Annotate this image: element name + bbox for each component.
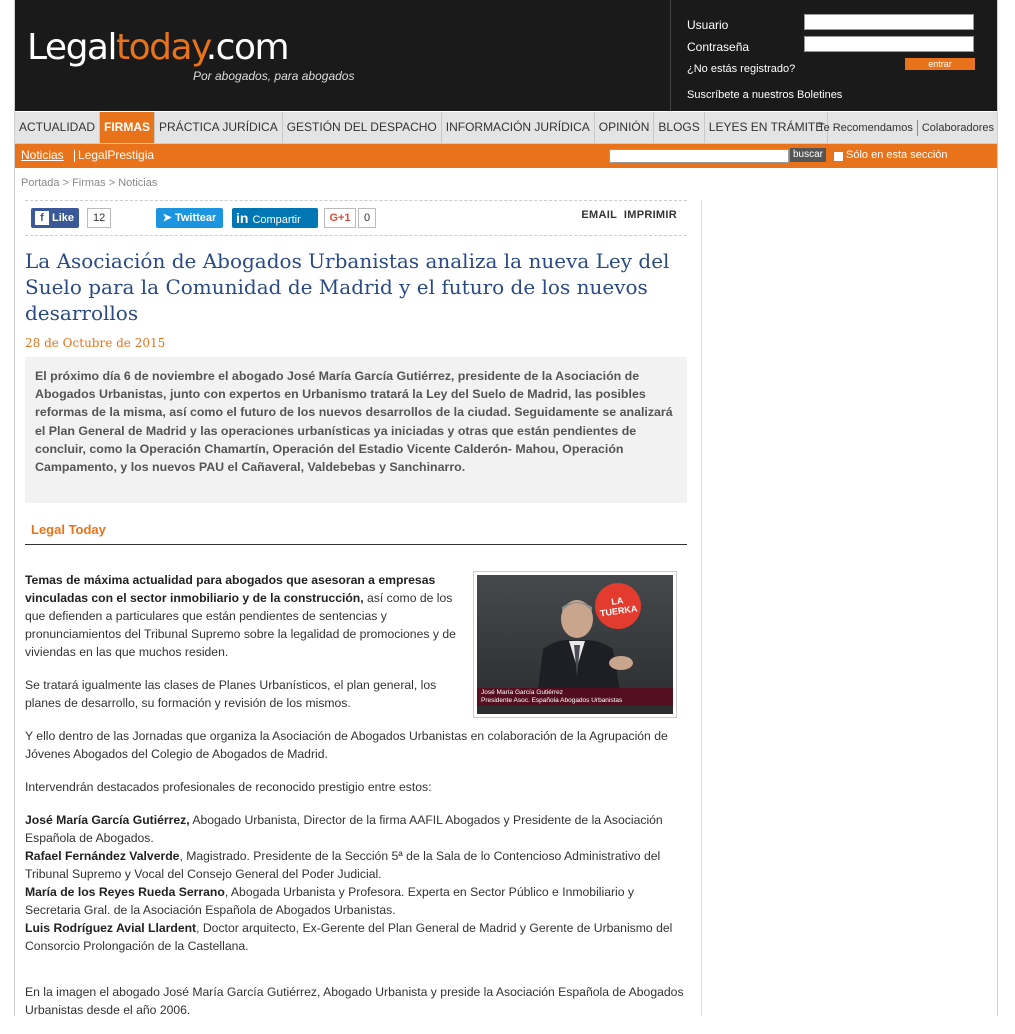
password-label: Contraseña	[687, 40, 750, 54]
article-author: Legal Today	[31, 522, 106, 537]
article-title: La Asociación de Abogados Urbanistas analiza la nueva Ley del Suelo para la Comunidad de Madrid y el futuro de los nuevos desarrollos	[25, 249, 670, 325]
site-header	[15, 0, 997, 111]
login-button[interactable]: entrar	[905, 58, 975, 70]
nav-item-gestión-del-despacho[interactable]: GESTIÓN DEL DESPACHO	[283, 112, 442, 143]
photo-caption: José María García Gutiérrez Presidente Asoc. Española Abogados Urbanistas	[477, 688, 673, 706]
speaker-figure	[529, 597, 639, 697]
article-date: 28 de Octubre de 2015	[25, 336, 166, 350]
nav-te-recomendamos[interactable]: Te Recomendamos	[818, 121, 913, 134]
search-input[interactable]	[609, 149, 789, 163]
section-only-label: Sólo en esta sección	[846, 149, 948, 161]
nav-item-práctica-jurídica[interactable]: PRÁCTICA JURÍDICA	[155, 112, 283, 143]
twitter-share-button[interactable]: ➤ Twittear	[156, 208, 223, 228]
google-plus-button[interactable]: G+1	[324, 208, 356, 228]
site-slogan: Por abogados, para abogados	[193, 69, 355, 83]
article-lead: El próximo día 6 de noviembre el abogado José María García Gutiérrez, presidente de la Asociación de Abogados Urbanistas, junto con expertos en Urbanismo tratará la Ley del Suelo de Madrid, las posibles reformas de la misma, así como el futuro de los nuevos desarrollos de la ciudad. Seguidamente se analizará el Plan General de Madrid y las operaciones urbanísticas ya iniciadas y otras que están pendientes de concluir, como la Operación Chamartín, Operación del Estadio Vicente Calderón- Mahou, Operación Campamento, y los nuevos PAU el Cañaveral, Valdebebas y Sanchinarro.	[25, 357, 687, 503]
paragraph-intervendran: Intervendrán destacados profesionales de reconocido prestigio entre estos:	[25, 780, 432, 794]
username-label: Usuario	[687, 18, 729, 32]
search-button[interactable]: buscar	[790, 148, 826, 162]
nav-item-actualidad[interactable]: ACTUALIDAD	[15, 112, 100, 143]
tv-logo-badge: LA TUERKA	[592, 580, 644, 632]
username-input[interactable]	[804, 14, 974, 30]
newsletter-link[interactable]: Suscríbete a nuestros Boletines	[687, 89, 843, 101]
facebook-icon: f	[35, 211, 49, 225]
main-nav	[15, 112, 997, 144]
column-divider	[701, 200, 702, 1016]
paragraph-intro: Temas de máxima actualidad para abogados que asesoran a empresas vinculadas con el sector inmobiliario y de la construcción, así como de los que defienden a particulares que están pendientes de sentencias y pronunciamientos del Tribunal Supremo sobre la legalidad de promociones y de viviendas en las que muchos residen.	[25, 573, 456, 659]
linkedin-share-button[interactable]: in Compartir	[232, 208, 318, 228]
password-input[interactable]	[804, 36, 974, 52]
share-bar	[25, 200, 687, 236]
article-body	[25, 571, 687, 1034]
breadcrumb[interactable]: Portada > Firmas > Noticias	[21, 177, 158, 189]
section-only-checkbox[interactable]	[833, 151, 844, 162]
page-wrapper	[14, 0, 998, 1016]
subnav-divider	[74, 150, 75, 162]
nav-item-blogs[interactable]: BLOGS	[654, 112, 704, 143]
register-link[interactable]: ¿No estás registrado?	[687, 63, 796, 75]
nav-item-opinión[interactable]: OPINIÓN	[595, 112, 655, 143]
speaker-item: Luis Rodríguez Avial Llardent, Doctor arquitecto, Ex-Gerente del Plan General de Madrid y Gerente de Urbanismo del Consorcio Prolongación de la Castellana.	[25, 921, 673, 953]
speaker-item: Rafael Fernández Valverde, Magistrado. Presidente de la Sección 5ª de la Sala de lo Contencioso Administrativo del Tribunal Supremo y Vocal del Consejo General del Poder Judicial.	[25, 849, 661, 881]
print-link[interactable]: IMPRIMIR	[623, 209, 677, 221]
linkedin-icon: in	[236, 210, 249, 226]
twitter-bird-icon: ➤	[162, 212, 175, 224]
nav-colaboradores[interactable]: Colaboradores	[921, 121, 994, 134]
email-link[interactable]: EMAIL	[581, 209, 618, 221]
speaker-item: José María García Gutiérrez, Abogado Urbanista, Director de la firma AAFIL Abogados y Presidente de la Asociación Española de Abogados.	[25, 813, 663, 845]
nav-item-leyes-en-trámite[interactable]: LEYES EN TRÁMITE	[705, 112, 828, 143]
site-logo[interactable]: Legaltoday.com	[27, 27, 289, 68]
subnav-legalprestigia[interactable]: LegalPrestigia	[78, 148, 155, 162]
paragraph-planes: Se tratará igualmente las clases de Planes Urbanísticos, el plan general, los planes de desarrollo, su formación y revisión de los mismos.	[25, 678, 437, 710]
article-photo[interactable]	[473, 571, 677, 718]
nav-item-información-jurídica[interactable]: INFORMACIÓN JURÍDICA	[442, 112, 595, 143]
nav-item-firmas[interactable]: FIRMAS	[100, 112, 155, 143]
facebook-like-button[interactable]: f Like	[31, 208, 79, 228]
facebook-like-count: 12	[87, 208, 111, 228]
sub-nav	[15, 144, 997, 168]
paragraph-closing: En la imagen el abogado José María García Gutiérrez, Abogado Urbanista y preside la Asociación Española de Abogados Urbanistas desde el año 2006.	[25, 985, 684, 1017]
speaker-item: María de los Reyes Rueda Serrano, Abogada Urbanista y Profesora. Experta en Sector Público e Inmobiliario y Secretaria Gral. de la Asociación Española de Abogados Urbanistas.	[25, 885, 635, 917]
author-divider	[25, 544, 687, 545]
google-plus-count: 0	[358, 208, 376, 228]
subnav-noticias[interactable]: Noticias	[21, 148, 64, 162]
speaker-list	[25, 811, 687, 955]
nav-divider	[917, 120, 918, 136]
photo-frame	[477, 575, 673, 714]
login-box	[670, 0, 998, 111]
paragraph-jornadas: Y ello dentro de las Jornadas que organiza la Asociación de Abogados Urbanistas en colaboración de la Agrupación de Jóvenes Abogados del Colegio de Abogados de Madrid.	[25, 729, 668, 761]
